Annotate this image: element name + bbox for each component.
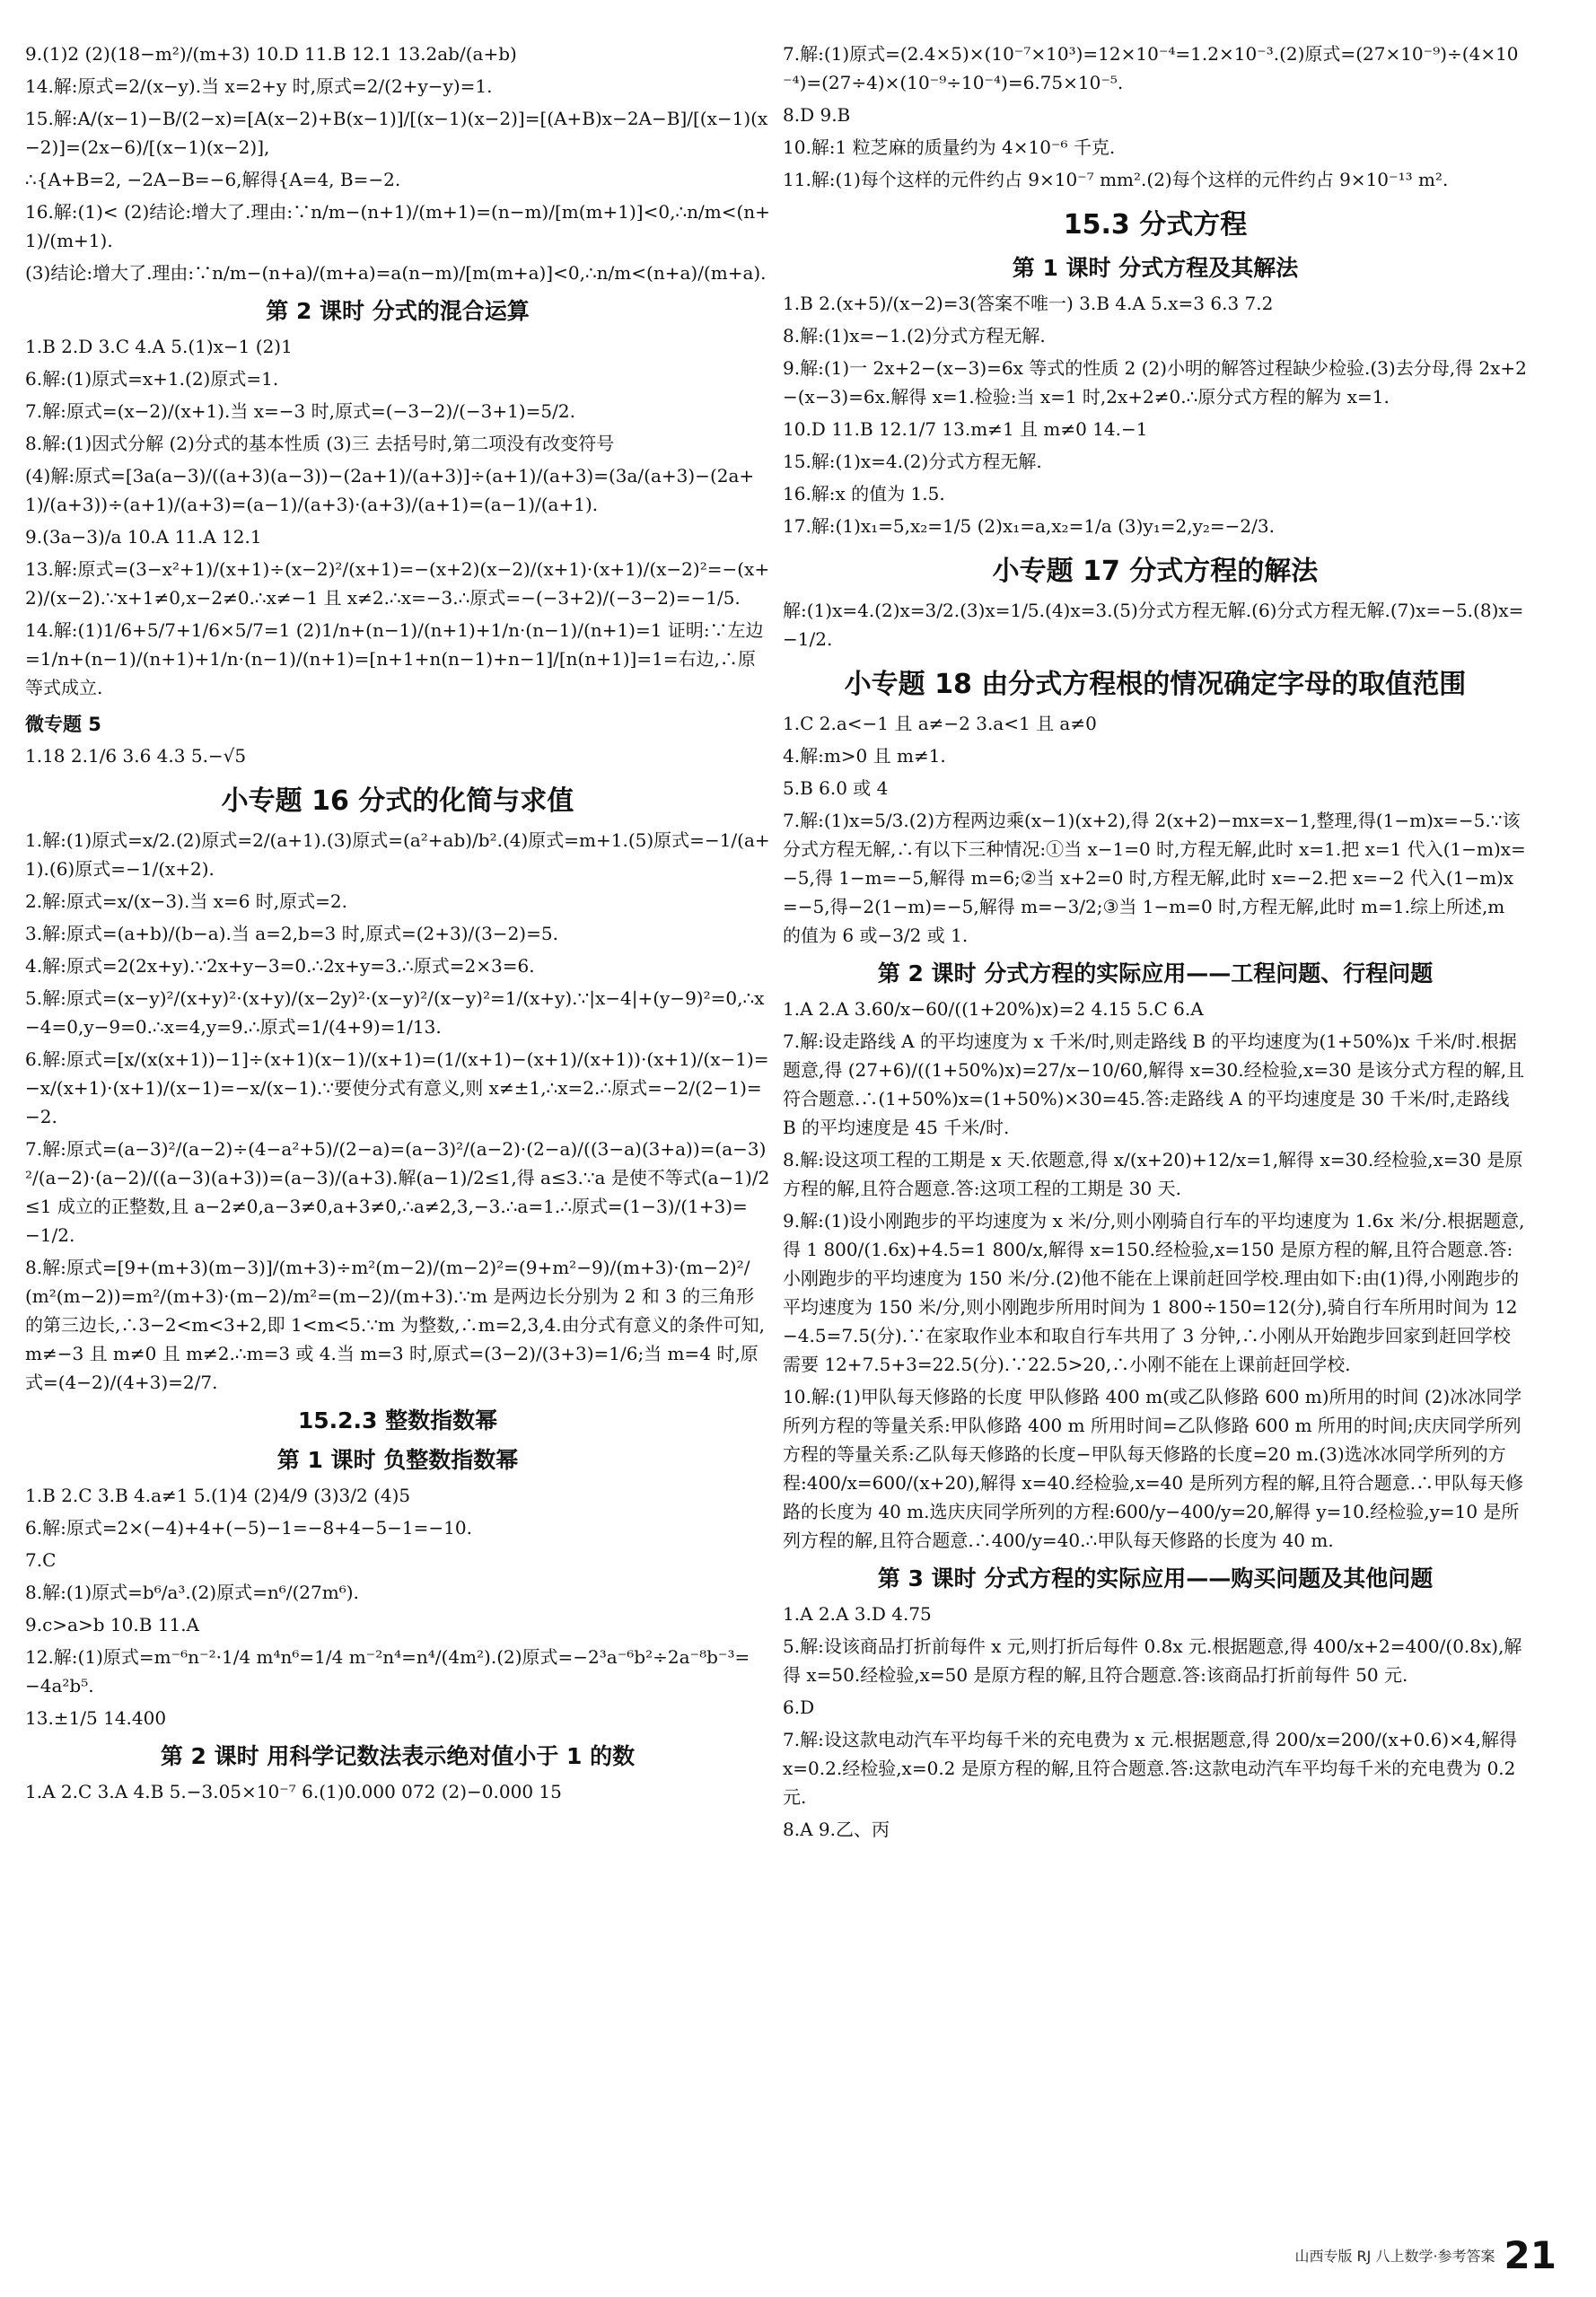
answer-line: 3.解:原式=(a+b)/(b−a).当 a=2,b=3 时,原式=(2+3)/(3−2)=5. — [25, 923, 558, 944]
answer-line: 12.解:(1)原式=m⁻⁶n⁻²·1/4 m⁴n⁶=1/4 m⁻²n⁴=n⁴/(4m²).(2)原式=−2³a⁻⁶b²÷2a⁻⁸b⁻³=−4a²b⁵. — [25, 1646, 750, 1696]
lesson-title: 第 2 课时 分式方程的实际应用——工程问题、行程问题 — [877, 960, 1434, 986]
answer-line: 8.解:设这项工程的工期是 x 天.依题意,得 x/(x+20)+12/x=1,解得 x=30.经检验,x=30 是原方程的解,且符合题意.答:这项工程的工期是 30 天. — [783, 1149, 1523, 1199]
answer-line: (4)解:原式=[3a(a−3)/((a+3)(a−3))−(2a+1)/(a+3)]÷(a+1)/(a+3)=(3a/(a+3)−(2a+1)/(a+3))÷(a+1)/(a+3)=(a−1)/(a+3)·(a+3)/(a+1)=(a−1)/(a+1). — [25, 465, 755, 515]
answer-line: 9.解:(1)一 2x+2−(x−3)=6x 等式的性质 2 (2)小明的解答过程缺少检验.(3)去分母,得 2x+2−(x−3)=6x.解得 x=1.检验:当 x=1 时,2x+2≠0.∴原分式方程的解为 x=1. — [783, 357, 1527, 408]
answer-line: 14.解:原式=2/(x−y).当 x=2+y 时,原式=2/(2+y−y)=1. — [25, 75, 493, 97]
answer-line: 10.解:(1)甲队每天修路的长度 甲队修路 400 m(或乙队修路 600 m)所用的时间 (2)冰冰同学所列方程的等量关系:甲队修路 400 m 所用时间=乙队修路 600 m 所用的时间;庆庆同学所列方程的等量关系:乙队每天修路的长度−甲队每天修路的长度=20 m.(3)选冰冰同学所列的方程:400/x=600/(x+20),解得 x=40.经检验,x=40 是所列方程的解,且符合题意.∴甲队每天修路的长度为 40 m.选庆庆同学所列的方程:600/y−400/y=20,解得 y=10.经检验,y=10 是所列方程的解,且符合题意.∴400/y=40.∴甲队每天修路的长度为 40 m. — [783, 1386, 1524, 1551]
answer-line: 7.解:原式=(a−3)²/(a−2)÷(4−a²+5)/(2−a)=(a−3)²/(a−2)·(2−a)/((3−a)(3+a))=(a−3)²/(a−2)·(a−2)/((a−3)(a+3))=(a−3)/(a+3).解(a−1)/2≤1,得 a≤3.∵a 是使不等式(a−1)/2≤1 成立的正整数,且 a−2≠0,a−3≠0,a+3≠0,∴a≠2,3,−3.∴a=1.∴原式=(1−3)/(1+3)=−1/2. — [25, 1138, 770, 1246]
answer-line: 9.c>a>b 10.B 11.A — [25, 1614, 199, 1635]
answer-line: 6.解:原式=2×(−4)+4+(−5)−1=−8+4−5−1=−10. — [25, 1517, 472, 1539]
right-column — [783, 36, 1528, 1847]
answer-line: 解:(1)x=4.(2)x=3/2.(3)x=1/5.(4)x=3.(5)分式方程无解.(6)分式方程无解.(7)x=−5.(8)x=−1/2. — [783, 600, 1524, 650]
answer-line: 8.D 9.B — [783, 104, 851, 126]
lesson-title: 第 3 课时 分式方程的实际应用——购买问题及其他问题 — [877, 1565, 1434, 1591]
answer-line: 8.解:(1)x=−1.(2)分式方程无解. — [783, 325, 1046, 346]
answer-line: 6.D — [783, 1696, 815, 1718]
answer-line: 9.(1)2 (2)(18−m²)/(m+3) 10.D 11.B 12.1 13.2ab/(a+b) — [25, 43, 517, 65]
section-title: 15.3 分式方程 — [1063, 209, 1248, 241]
answer-line: 5.解:设该商品打折前每件 x 元,则打折后每件 0.8x 元.根据题意,得 400/x+2=400/(0.8x),解得 x=50.经检验,x=50 是原方程的解,且符合题意.答:该商品打折前每件 50 元. — [783, 1635, 1522, 1686]
lesson-title: 第 1 课时 负整数指数幂 — [276, 1447, 519, 1473]
answer-line: 1.B 2.(x+5)/(x−2)=3(答案不唯一) 3.B 4.A 5.x=3 6.3 7.2 — [783, 293, 1274, 314]
answer-line: 17.解:(1)x₁=5,x₂=1/5 (2)x₁=a,x₂=1/a (3)y₁=2,y₂=−2/3. — [783, 515, 1275, 537]
answer-line: 1.解:(1)原式=x/2.(2)原式=2/(a+1).(3)原式=(a²+ab)/b².(4)原式=m+1.(5)原式=−1/(a+1).(6)原式=−1/(x+2). — [25, 829, 770, 880]
answer-line: 10.D 11.B 12.1/7 13.m≠1 且 m≠0 14.−1 — [783, 418, 1148, 440]
lesson-title: 第 1 课时 分式方程及其解法 — [1012, 255, 1299, 281]
answer-line: 1.A 2.A 3.D 4.75 — [783, 1603, 932, 1625]
answer-line: 4.解:原式=2(2x+y).∵2x+y−3=0.∴2x+y=3.∴原式=2×3=6. — [25, 955, 535, 977]
answer-line: 1.A 2.C 3.A 4.B 5.−3.05×10⁻⁷ 6.(1)0.000 072 (2)−0.000 15 — [25, 1781, 562, 1802]
answer-line: 5.B 6.0 或 4 — [783, 777, 889, 799]
answer-line: 2.解:原式=x/(x−3).当 x=6 时,原式=2. — [25, 890, 347, 912]
answer-line: 16.解:x 的值为 1.5. — [783, 483, 945, 504]
answer-line: 8.解:(1)原式=b⁶/a³.(2)原式=n⁶/(27m⁶). — [25, 1582, 359, 1603]
answer-line: 9.(3a−3)/a 10.A 11.A 12.1 — [25, 526, 262, 548]
answer-line: 13.±1/5 14.400 — [25, 1707, 167, 1729]
lesson-title: 第 2 课时 分式的混合运算 — [266, 298, 530, 324]
lesson-title: 第 2 课时 用科学记数法表示绝对值小于 1 的数 — [160, 1743, 636, 1769]
answer-line: 8.解:(1)因式分解 (2)分式的基本性质 (3)三 去括号时,第二项没有改变符号 — [25, 433, 615, 454]
answer-line: 5.解:原式=(x−y)²/(x+y)²·(x+y)/(x−2y)²·(x−y)²/(x−y)²=1/(x+y).∵|x−4|+(y−9)²=0,∴x−4=0,y−9=0.∴x=4,y=9.∴原式=1/(4+9)=1/13. — [25, 987, 765, 1038]
page-number: 21 — [1504, 2233, 1557, 2277]
page-footer — [1294, 2233, 1557, 2277]
section-title: 小专题 16 分式的化简与求值 — [221, 785, 574, 817]
left-column — [25, 36, 770, 1810]
answer-line: 16.解:(1)< (2)结论:增大了.理由:∵n/m−(n+1)/(m+1)=(n−m)/[m(m+1)]<0,∴n/m<(n+1)/(m+1). — [25, 201, 770, 251]
answer-line: 7.解:原式=(x−2)/(x+1).当 x=−3 时,原式=(−3−2)/(−3+1)=5/2. — [25, 400, 575, 422]
answer-line: 1.18 2.1/6 3.6 4.3 5.−√5 — [25, 745, 247, 767]
answer-line: 7.解:(1)原式=(2.4×5)×(10⁻⁷×10³)=12×10⁻⁴=1.2×10⁻³.(2)原式=(27×10⁻⁹)÷(4×10⁻⁴)=(27÷4)×(10⁻⁹÷10⁻⁴)=6.75×10⁻⁵. — [783, 43, 1519, 93]
answer-line: (3)结论:增大了.理由:∵n/m−(n+a)/(m+a)=a(n−m)/[m(m+a)]<0,∴n/m<(n+a)/(m+a). — [25, 262, 767, 284]
answer-line: 14.解:(1)1/6+5/7+1/6×5/7=1 (2)1/n+(n−1)/(n+1)+1/n·(n−1)/(n+1)=1 证明:∵左边=1/n+(n−1)/(n+1)+1/n·(n−1)/(n+1)=[n+1+n(n−1)+n−1]/[n(n+1)]=1=右边,∴原等式成立. — [25, 619, 764, 698]
answer-line: 8.解:原式=[9+(m+3)(m−3)]/(m+3)÷m²(m−2)/(m−2)²=(9+m²−9)/(m+3)·(m−2)²/(m²(m−2))=m²/(m+3)·(m−2)/m²=(m−2)/(m+3).∵m 是两边长分别为 2 和 3 的三角形的第三边长,∴3−2<m<3+2,即 1<m<5.∵m 为整数,∴m=2,3,4.由分式有意义的条件可知,m≠−3 且 m≠0 且 m≠2.∴m=3 或 4.当 m=3 时,原式=(3−2)/(3+3)=1/6;当 m=4 时,原式=(4−2)/(4+3)=2/7. — [25, 1257, 765, 1393]
answer-line: 6.解:原式=[x/(x(x+1))−1]÷(x+1)(x−1)/(x+1)=(1/(x+1)−(x+1)/(x+1))·(x+1)/(x−1)=−x/(x+1)·(x+1)/(x−1)=−x/(x−1).∵要使分式有意义,则 x≠±1,∴x=2.∴原式=−2/(2−1)=−2. — [25, 1048, 769, 1127]
lesson-title: 微专题 5 — [25, 714, 101, 735]
answer-line: 7.解:设走路线 A 的平均速度为 x 千米/时,则走路线 B 的平均速度为(1+50%)x 千米/时.根据题意,得 (27+6)/((1+50%)x)=27/x−10/60,解得 x=30.经检验,x=30 是该分式方程的解,且符合题意.∴(1+50%)x=(1+50%)×30=45.答:走路线 A 的平均速度是 30 千米/时,走路线 B 的平均速度是 45 千米/时. — [783, 1030, 1525, 1138]
answer-line: 13.解:原式=(3−x²+1)/(x+1)÷(x−2)²/(x+1)=−(x+2)(x−2)/(x+1)·(x+1)/(x−2)²=−(x+2)/(x−2).∵x+1≠0,x−2≠0.∴x≠−1 且 x≠2.∴x=−3.∴原式=−(−3+2)/(−3−2)=−1/5. — [25, 558, 770, 609]
answer-line: 1.B 2.C 3.B 4.a≠1 5.(1)4 (2)4/9 (3)3/2 (4)5 — [25, 1485, 411, 1506]
answer-line: 7.C — [25, 1549, 57, 1571]
answer-line: 1.A 2.A 3.60/x−60/((1+20%)x)=2 4.15 5.C 6.A — [783, 998, 1204, 1020]
answer-line: 1.C 2.a<−1 且 a≠−2 3.a<1 且 a≠0 — [783, 713, 1097, 734]
answer-line: 6.解:(1)原式=x+1.(2)原式=1. — [25, 368, 279, 390]
lesson-title: 15.2.3 整数指数幂 — [297, 1407, 498, 1433]
answer-line: ∴{A+B=2, −2A−B=−6,解得{A=4, B=−2. — [25, 169, 401, 190]
footer-label: 山西专版 RJ 八上数学·参考答案 — [1294, 2248, 1495, 2265]
section-title: 小专题 18 由分式方程根的情况确定字母的取值范围 — [844, 669, 1467, 700]
answer-line: 11.解:(1)每个这样的元件约占 9×10⁻⁷ mm².(2)每个这样的元件约占 9×10⁻¹³ m². — [783, 169, 1449, 190]
answer-line: 9.解:(1)设小刚跑步的平均速度为 x 米/分,则小刚骑自行车的平均速度为 1.6x 米/分.根据题意,得 1 800/(1.6x)+4.5=1 800/x,解得 x=150.经检验,x=150 是原方程的解,且符合题意.答:小刚跑步的平均速度为 150 米/分.(2)他不能在上课前赶回学校.理由如下:由(1)得,小刚跑步的平均速度为 150 米/分,则小刚跑步所用时间为 1 800÷150=12(分),骑自行车所用时间为 12−4.5=7.5(分).∵在家取作业本和取自行车共用了 3 分钟,∴小刚从开始跑步回家到赶回学校需要 12+7.5+3=22.5(分).∵22.5>20,∴小刚不能在上课前赶回学校. — [783, 1210, 1525, 1375]
answer-line: 10.解:1 粒芝麻的质量约为 4×10⁻⁶ 千克. — [783, 136, 1116, 158]
answer-line: 4.解:m>0 且 m≠1. — [783, 745, 946, 767]
answer-line: 15.解:(1)x=4.(2)分式方程无解. — [783, 451, 1042, 472]
answer-line: 7.解:(1)x=5/3.(2)方程两边乘(x−1)(x+2),得 2(x+2)−mx=x−1,整理,得(1−m)x=−5.∵该分式方程无解,∴有以下三种情况:①当 x−1=0 时,方程无解,此时 x=1.把 x=1 代入(1−m)x=−5,得 1−m=−5,解得 m=6;②当 x+2=0 时,方程无解,此时 x=−2.把 x=−2 代入(1−m)x=−5,得−2(1−m)=−5,解得 m=−3/2;③当 1−m=0 时,方程无解,此时 m=1.综上所述,m 的值为 6 或−3/2 或 1. — [783, 810, 1526, 946]
answer-line: 8.A 9.乙、丙 — [783, 1819, 890, 1840]
answer-line: 1.B 2.D 3.C 4.A 5.(1)x−1 (2)1 — [25, 336, 293, 357]
answer-line: 7.解:设这款电动汽车平均每千米的充电费为 x 元.根据题意,得 200/x=200/(x+0.6)×4,解得 x=0.2.经检验,x=0.2 是原方程的解,且符合题意.答:这款电动汽车平均每千米的充电费为 0.2 元. — [783, 1729, 1518, 1808]
answer-line: 15.解:A/(x−1)−B/(2−x)=[A(x−2)+B(x−1)]/[(x−1)(x−2)]=[(A+B)x−2A−B]/[(x−1)(x−2)]=(2x−6)/[(x−1)(x−2)], — [25, 108, 768, 158]
section-title: 小专题 17 分式方程的解法 — [992, 556, 1319, 587]
